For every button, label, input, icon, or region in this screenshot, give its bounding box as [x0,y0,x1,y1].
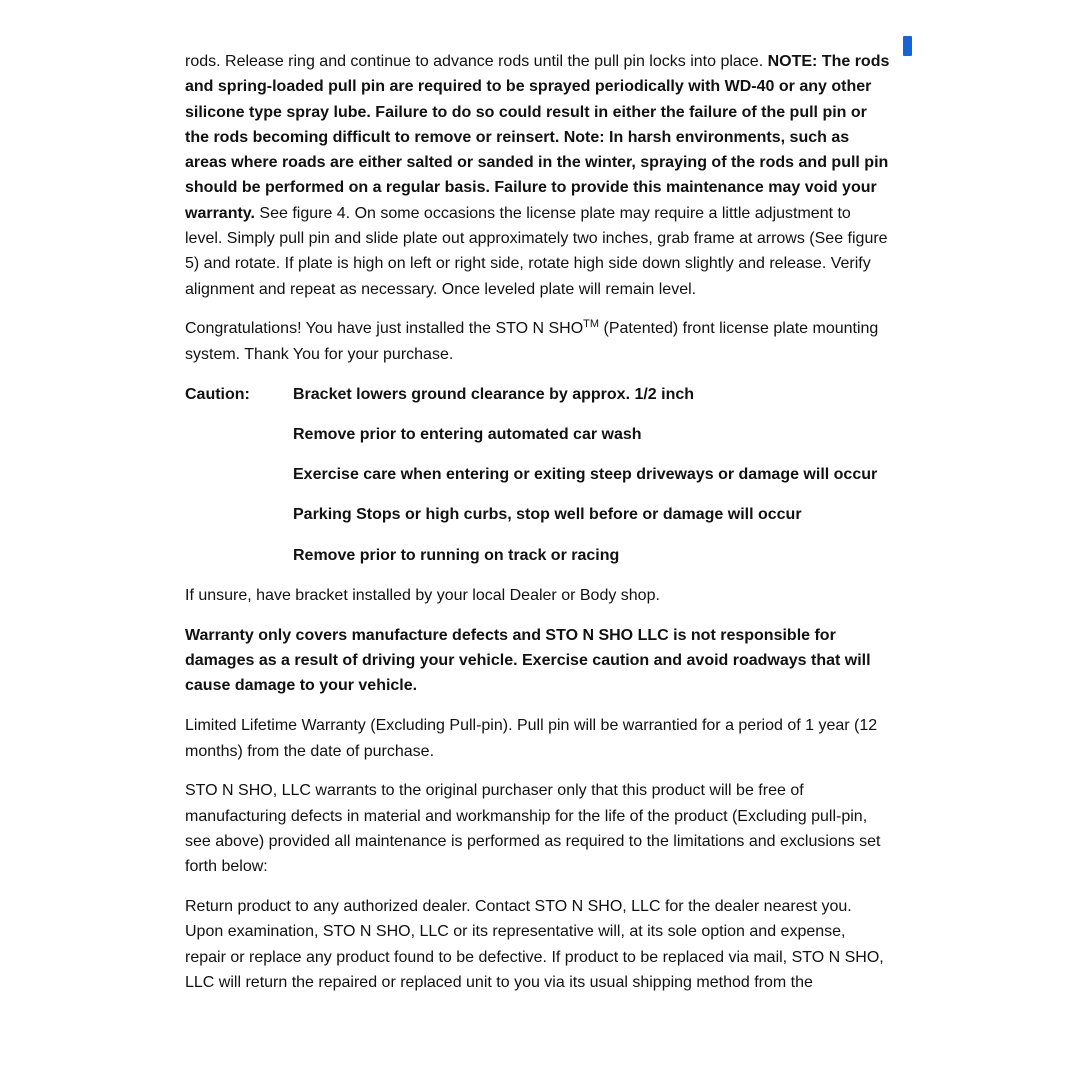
warrants-paragraph: STO N SHO, LLC warrants to the original purchaser only that this product will be free of manufacturing defects in material and workmanship for the life of the product (Excluding pull-pin, see above) provided all maintenance is performed as required to the limitations and exclusions set forth below: [185,782,881,876]
congratulations-text: Congratulations! You have just installed the STO N SHO [185,320,584,338]
caution-spacer [185,462,293,487]
page-marker [903,36,912,56]
caution-label: Caution: [185,385,250,403]
caution-row [185,543,890,568]
congratulations-text-end: (Patented) front license plate mounting system. Thank You for your purchase. [185,320,879,363]
caution-spacer [185,502,293,527]
caution-row [185,422,890,447]
caution-item: Parking Stops or high curbs, stop well before or damage will occur [293,506,802,524]
caution-item: Remove prior to entering automated car wash [293,425,642,443]
maintenance-paragraph [185,49,890,302]
return-paragraph: Return product to any authorized dealer. Contact STO N SHO, LLC for the dealer nearest you. Upon examination, STO N SHO, LLC or its representative will, at its sole option and expense, repair or replace any product found to be defective. If product to be replaced via mail, STO N SHO, LLC will return the repaired or replaced unit to you via its usual shipping method from the [185,898,884,991]
warranty-disclaimer-text: Warranty only covers manufacture defects and STO N SHO LLC is not responsible for damages as a result of driving your vehicle. Exercise caution and avoid roadways that will cause damage to your vehicle. [185,626,871,695]
caution-row [185,382,890,407]
limited-warranty-paragraph: Limited Lifetime Warranty (Excluding Pull-pin). Pull pin will be warrantied for a period of 1 year (12 months) from the date of purchase. [185,717,878,760]
adjustment-text: See figure 4. On some occasions the license plate may require a little adjustment to level. Simply pull pin and slide plate out approximately two inches, grab frame at arrows (See figure 5) and rotate. If plate is high on left or right side, rotate high side down slightly and release. Verify alignment and repeat as necessary. Once leveled plate will remain level. [185,204,888,298]
maintenance-intro: rods. Release ring and continue to advance rods until the pull pin locks into place. [185,53,768,70]
caution-spacer [185,543,293,568]
warranty-disclaimer [185,623,890,699]
unsure-paragraph: If unsure, have bracket installed by your local Dealer or Body shop. [185,587,660,605]
caution-row [185,502,890,527]
trademark-sup: TM [583,318,600,331]
congratulations-paragraph [185,316,890,367]
caution-spacer [185,422,293,447]
maintenance-note: NOTE: The rods and spring-loaded pull pin are required to be sprayed periodically with WD-40 or any other silicone type spray lube. Failure to do so could result in either the failure of the pull pin or the rods becoming difficult to remove or reinsert. Note: In harsh environments, such as areas where roads are either salted or sanded in the winter, spraying of the rods and pull pin should be performed on a regular basis. Failure to provide this maintenance may void your warranty. [185,53,890,222]
caution-item: Remove prior to running on track or racing [293,546,620,564]
caution-row [185,462,890,487]
document-page [185,49,890,1010]
caution-item: Bracket lowers ground clearance by approx. 1/2 inch [293,385,695,403]
caution-item: Exercise care when entering or exiting steep driveways or damage will occur [293,466,878,484]
